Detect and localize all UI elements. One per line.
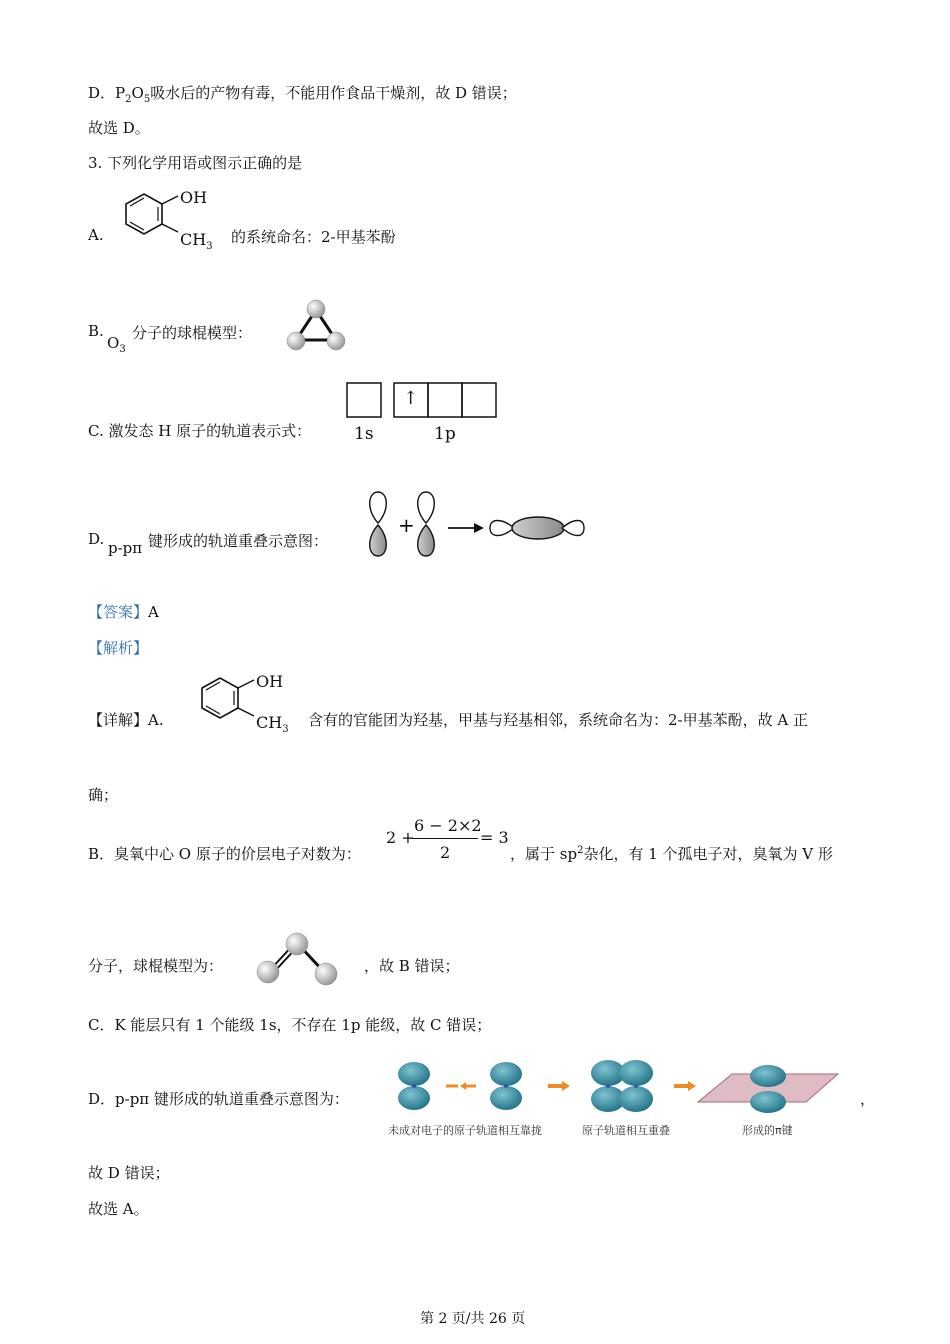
b-expl-formula-left: 2 + [386, 828, 415, 847]
option-d-pp-pi-diagram [362, 490, 592, 560]
option-c-1p-label: 1p [434, 424, 456, 444]
c-expl: C．K 能层只有 1 个能级 1s，不存在 1p 能级，故 C 错误； [88, 1016, 492, 1034]
option-d-plus: + [398, 513, 415, 537]
d-expl-caption-1: 未成对电子的原子轨道相互靠拢 [388, 1124, 542, 1137]
b-expl-text4: ，故 B 错误； [364, 957, 460, 975]
option-c-1s-label: 1s [354, 424, 374, 444]
d-expl-caption-2: 原子轨道相互重叠 [582, 1124, 670, 1137]
option-b-formula: $O_3$ [107, 334, 126, 355]
answer-value: A [148, 603, 159, 621]
d-conclude: 故 D 错误； [88, 1164, 170, 1182]
option-d-label: D. [88, 530, 105, 548]
d-expl-comma: ， [860, 1090, 876, 1108]
option-d-pp: p-pπ [108, 539, 143, 557]
b-expl-formula-den: 2 [440, 843, 451, 862]
option-b-label: B. [88, 322, 104, 340]
d-expl-caption-3: 形成的π键 [742, 1124, 793, 1137]
question-3-title: 3. 下列化学用语或图示正确的是 [88, 154, 303, 172]
option-b-triangle-model [282, 298, 352, 358]
option-c-label: C. 激发态 H 原子的轨道表示式： [88, 422, 312, 440]
d-expl-pi-bond-figure [392, 1058, 862, 1118]
analysis-tag: 【解析】 [88, 639, 149, 657]
detail-text: 含有的官能团为羟基，甲基与羟基相邻，系统命名为：2-甲基苯酚，故 A 正 [308, 711, 808, 729]
option-d-text: 键形成的轨道重叠示意图： [148, 532, 329, 550]
option-b-text: 分子的球棍模型： [132, 324, 253, 342]
b-expl-text3: 分子，球棍模型为： [88, 957, 224, 975]
b-expl-v-model [254, 930, 344, 990]
option-a-text: 的系统命名：2-甲基苯酚 [231, 228, 396, 246]
option-a-label: A. [88, 226, 104, 244]
detail-ch3: $CH_3$ [256, 713, 289, 736]
answer-tag: 【答案】 [88, 603, 149, 621]
detail-oh: OH [256, 672, 284, 691]
b-expl-formula-bar [412, 838, 478, 839]
final-answer: 故选 A。 [88, 1200, 149, 1218]
page-footer: 第 2 页/共 26 页 [420, 1311, 526, 1327]
d-expl-text: D．p-pπ 键形成的轨道重叠示意图为： [88, 1090, 349, 1108]
option-a-ch3: $CH_3$ [180, 230, 213, 253]
option-c-orbital-boxes [346, 382, 506, 422]
detail-cont: 确； [88, 786, 119, 804]
detail-tag: 【详解】A. [88, 711, 164, 729]
b-expl-formula-right: = 3 [480, 828, 509, 847]
b-expl-formula-num: 6 − 2×2 [414, 816, 482, 835]
option-c-up-arrow: ↑ [403, 388, 419, 409]
b-expl-text2: ，属于 $sp^2$杂化，有 1 个孤电子对，臭氧为 V 形 [510, 845, 833, 863]
option-a-oh: OH [180, 188, 208, 207]
answer-line [88, 601, 159, 622]
b-expl-text1: B．臭氧中心 O 原子的价层电子对数为： [88, 845, 361, 863]
prev-option-d: D．$P_2O_5$吸水后的产物有毒，不能用作食品干燥剂，故 D 错误； [88, 84, 517, 105]
prev-choose-d: 故选 D。 [88, 119, 150, 137]
